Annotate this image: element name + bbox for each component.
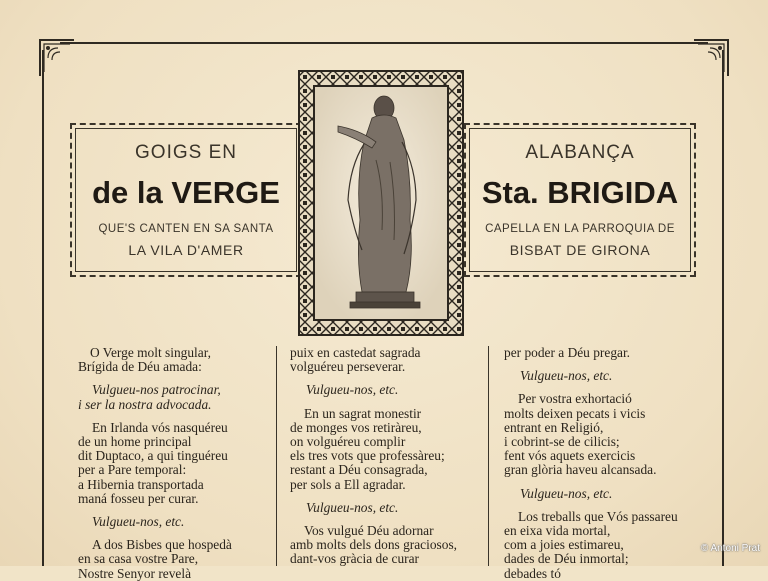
verse-column-1 (78, 346, 232, 581)
verse-line: En un sagrat monestir (304, 405, 422, 421)
verse-line: En Irlanda vós nasquéreu (92, 419, 228, 435)
verse-line: restant a Déu consagrada, (290, 462, 428, 478)
verse-line: en eixa vida mortal, (504, 523, 611, 539)
corner-ornament-icon (38, 38, 76, 78)
verse-line: A dos Bisbes que hospedà (92, 537, 232, 553)
verse-line: per a Pare temporal: (78, 462, 187, 478)
verse-line: fent vós aquets exercicis (504, 448, 636, 464)
frame-top-line (60, 42, 708, 44)
verse-line: dit Duptaco, a qui tinguéreu (78, 448, 228, 464)
header-right-line1: ALABANÇA (525, 142, 635, 163)
verse-line: molts deixen pecats i vicis (504, 405, 646, 421)
header-left-line4: LA VILA D'AMER (128, 242, 244, 258)
column-divider (488, 346, 489, 566)
refrain-line: Vulgueu-nos patrocinar, (92, 382, 221, 398)
verse-line: com a joies estimareu, (504, 537, 624, 553)
saint-brigid-statue-icon (298, 70, 464, 336)
refrain-line: Vulgueu-nos, etc. (306, 499, 399, 515)
verse-line: volguéreu perseverar. (290, 359, 406, 375)
verse-line: debades tó (504, 565, 561, 581)
frame-left-line (42, 50, 44, 566)
verse-line: dant-vos gràcia de curar (290, 551, 420, 567)
header-left-box (70, 123, 302, 277)
verse-line: Los treballs que Vós passareu (518, 508, 678, 524)
header-left-title: de la VERGE (92, 175, 280, 210)
verse-line: maná fosseu per curar. (78, 490, 199, 506)
header-right-line4: BISBAT DE GIRONA (509, 242, 651, 258)
verse-line: amb molts dels dons graciosos, (290, 537, 457, 553)
frame-right-line (722, 50, 724, 566)
refrain-line: Vulgueu-nos, etc. (306, 382, 399, 398)
verse-line: Vos vulgué Déu adornar (304, 523, 434, 539)
verse-line: en sa casa vostre Pare, (78, 551, 199, 567)
verse-line: Brígida de Déu amada: (78, 359, 202, 375)
verse-column-2 (290, 346, 457, 567)
header-left-line1: GOIGS EN (135, 142, 237, 163)
refrain-line: Vulgueu-nos, etc. (92, 514, 185, 530)
verse-line: puix en castedat sagrada (290, 345, 421, 360)
column-divider (276, 346, 277, 566)
header-right-title: Sta. BRIGIDA (481, 175, 679, 210)
verse-line: O Verge molt singular, (90, 345, 211, 360)
verse-line: de un home principal (78, 434, 192, 450)
stanza (78, 346, 232, 360)
verse-line: Nostre Senyor revelà (78, 565, 192, 581)
verse-line: dades de Déu inmortal; (504, 551, 629, 567)
verse-line: per poder a Déu pregar. (504, 345, 631, 360)
verse-line: de monges vos retiràreu, (290, 419, 422, 435)
verse-line: els tres vots que professàreu; (290, 448, 445, 464)
photo-credit: © Antoni Prat (700, 543, 760, 554)
verse-line: gran glòria haveu alcansada. (504, 462, 657, 478)
verse-line: a Hibernia transportada (78, 476, 204, 492)
verse-line: entrant en Religió, (504, 419, 604, 435)
corner-ornament-icon (692, 38, 730, 78)
refrain-line: Vulgueu-nos, etc. (520, 368, 613, 384)
verse-line: per sols a Ell agradar. (290, 476, 406, 492)
verse-line: i cobrint-se de cilicis; (504, 434, 620, 450)
verse-line: on volguéreu complir (290, 434, 406, 450)
header-right-box (464, 123, 696, 277)
header-right-line3: CAPELLA EN LA PARROQUIA DE (485, 223, 675, 235)
refrain-line: Vulgueu-nos, etc. (520, 485, 613, 501)
refrain-line: i ser la nostra advocada. (78, 396, 212, 412)
verse-line: Per vostra exhortació (518, 391, 632, 407)
header-left-line3: QUE'S CANTEN EN SA SANTA (98, 223, 274, 235)
verse-column-3 (504, 346, 678, 581)
